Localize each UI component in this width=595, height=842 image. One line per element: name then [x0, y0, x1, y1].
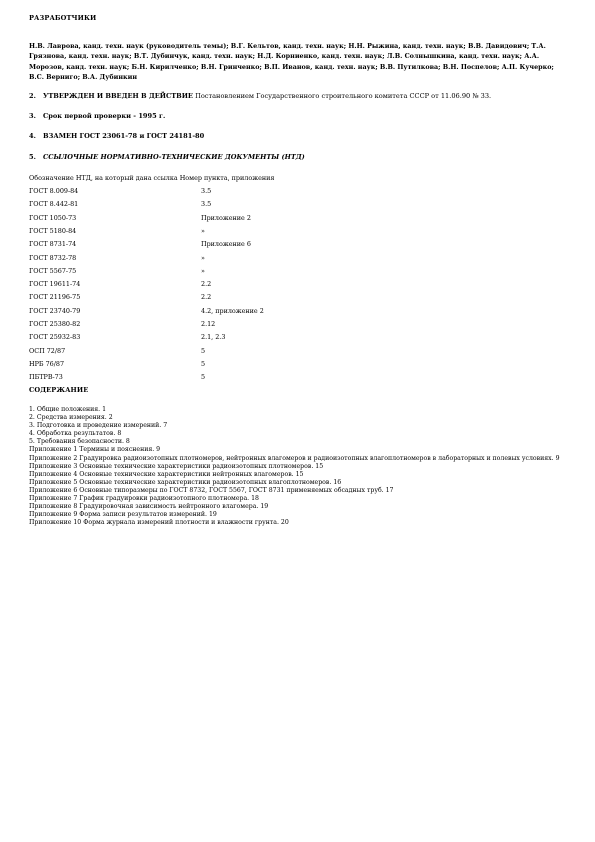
table-cell-document: ГОСТ 19611-74	[29, 280, 81, 289]
item-bold: Срок первой проверки - 1995 г.	[43, 112, 166, 120]
contents-item: 4. Обработка результатов. 8	[29, 430, 122, 438]
table-header: Обозначение НТД, на который дана ссылка Номер пункта, приложения	[29, 174, 275, 182]
table-cell-reference: Приложение 6	[201, 240, 251, 249]
contents-item: Приложение 9 Форма записи результатов измерений. 19	[29, 511, 217, 519]
contents-heading: СОДЕРЖАНИЕ	[29, 386, 89, 394]
item-bold: УТВЕРЖДЕН И ВВЕДЕН В ДЕЙСТВИЕ	[43, 92, 193, 100]
table-cell-reference: »	[201, 253, 205, 262]
developers-heading: РАЗРАБОТЧИКИ	[29, 14, 97, 22]
item-replaces	[29, 132, 204, 140]
item-number: 3.	[29, 112, 36, 120]
contents-item: Приложение 5 Основные технические характеристики радиоизотопных влагоплотномеров. 16	[29, 478, 342, 486]
table-cell-reference: »	[201, 266, 205, 275]
table-cell-document: ГОСТ 1050-73	[29, 213, 77, 222]
table-cell-document: ГОСТ 8.442-81	[29, 200, 79, 209]
table-cell-document: ГОСТ 23740-79	[29, 306, 81, 315]
table-cell-reference: 2.2	[201, 293, 212, 302]
table-cell-document: ГОСТ 8731-74	[29, 240, 77, 249]
table-cell-document: ГОСТ 25380-82	[29, 320, 81, 328]
table-cell-reference: Приложение 2	[201, 213, 251, 222]
developers-text: Н.В. Лаврова, канд. техн. наук (руководитель темы); В.Г. Кельтов, канд. техн. наук; Н.Н. Рыжина, канд. техн. наук; В.В. Давидович; Т.А. Грязнова, канд. техн. наук; В.Т. Дубинчук, канд. техн. наук; Н.Д. Корниенко, канд. техн. наук; Л.В. Солнышкина, канд. техн. наук; А.А. Морозов, канд. техн. наук; Б.Н. Кирилченко; В.Н. Гринченко; В.П. Иванов, канд. техн. наук; В.В. Путилкова; В.Н. Поспелов; А.П. Кучерко; В.С. Верниго; В.А. Дубинкин	[29, 42, 554, 81]
table-cell-document: ГОСТ 5567-75	[29, 266, 77, 275]
item-number: 2.	[29, 92, 36, 100]
item-approved	[29, 92, 491, 100]
table-cell-reference: 4.2, приложение 2	[201, 306, 264, 315]
contents-item: 2. Средства измерения. 2	[29, 414, 113, 422]
table-cell-reference: 5	[201, 373, 206, 382]
item-number: 5.	[29, 153, 36, 161]
table-cell-reference: 2.2	[201, 280, 212, 289]
table-cell-reference: 5	[201, 359, 206, 368]
table-cell-document: ГОСТ 5180-84	[29, 226, 77, 235]
item-first-check	[29, 112, 165, 120]
contents-list	[29, 406, 569, 527]
table-cell-document: НРБ 76/87	[29, 359, 65, 368]
table-cell-document: ГОСТ 8732-78	[29, 253, 77, 262]
item-bold: ВЗАМЕН ГОСТ 23061-78 и ГОСТ 24181-80	[43, 132, 205, 140]
contents-item: 1. Общие положения. 1	[29, 406, 107, 413]
table-cell-document: ОСП 72/87	[29, 346, 66, 355]
table-cell-document: ГОСТ 25932-83	[29, 333, 81, 342]
contents-item: Приложение 1 Термины и пояснения. 9	[29, 446, 161, 454]
table-cell-reference: »	[201, 226, 205, 235]
item-rest: Постановлением Государственного строительного комитета СССР от 11.06.90 № 33.	[192, 92, 492, 100]
table-cell-document: ГОСТ 21196-75	[29, 293, 81, 302]
item-number: 4.	[29, 132, 36, 140]
contents-item: Приложение 3 Основные технические характеристики радиоизотопных плотномеров. 15	[29, 462, 324, 470]
table-cell-reference: 3.5	[201, 187, 212, 195]
table-cell-reference: 2.1, 2.3	[201, 333, 226, 342]
table-cell-reference: 3.5	[201, 200, 212, 209]
table-cell-document: ГОСТ 8.009-84	[29, 187, 79, 195]
contents-item: Приложение 10 Форма журнала измерений плотности и влажности грунта. 20	[29, 519, 289, 527]
table-cell-document: ПБТРВ-73	[29, 373, 63, 382]
contents-item: 3. Подготовка и проведение измерений. 7	[29, 422, 168, 430]
contents-item: Приложение 2 Градуировка радиоизотопных плотномеров, нейтронных влагомеров и радиоизотопных влагоплотномеров в лабораторных и полевых условиях. 9	[29, 454, 560, 462]
item-references	[29, 153, 305, 161]
contents-item: Приложение 8 Градуировочная зависимость нейтронного влагомера. 19	[29, 503, 269, 511]
table-cell-reference: 5	[201, 346, 206, 355]
contents-item: 5. Требования безопасности. 8	[29, 438, 130, 446]
contents-item: Приложение 6 Основные типоразмеры по ГОСТ 8732, ГОСТ 5567, ГОСТ 8731 применяемых обсадных труб. 17	[29, 486, 394, 494]
item-bold: ССЫЛОЧНЫЕ НОРМАТИВНО-ТЕХНИЧЕСКИЕ ДОКУМЕНТЫ (НТД)	[43, 153, 305, 161]
contents-item: Приложение 7 График градуировки радиоизотопного плотномера. 18	[29, 495, 259, 503]
contents-item: Приложение 4 Основные технические характеристики нейтронных влагомеров. 15	[29, 470, 304, 478]
table-cell-reference: 2.12	[201, 320, 216, 328]
